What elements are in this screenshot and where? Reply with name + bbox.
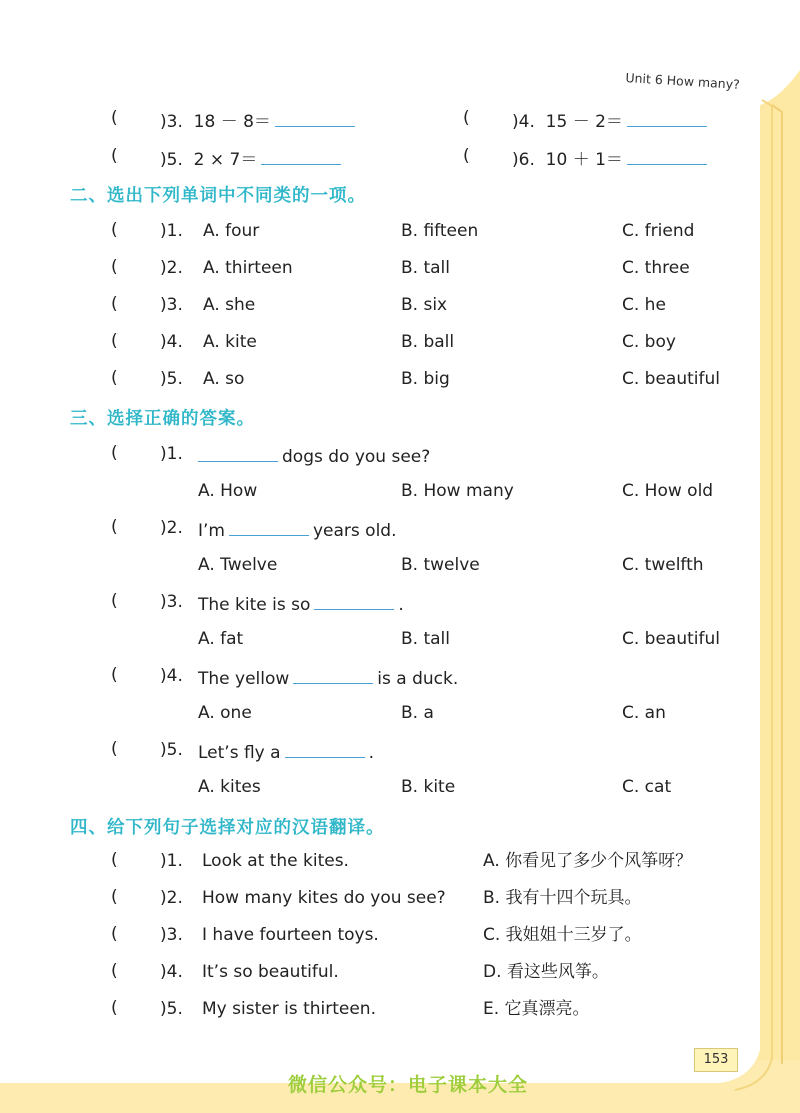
answer-paren: ( — [463, 108, 470, 128]
page-number: 153 — [694, 1048, 738, 1072]
english-sentence: It’s so beautiful. — [202, 962, 339, 982]
answer-paren[interactable]: ( — [111, 517, 118, 537]
question-number: )4. — [160, 332, 183, 352]
option-c: C. cat — [622, 777, 672, 797]
chinese-translation: C. 我姐姐十三岁了。 — [483, 925, 642, 945]
option-b: B. How many — [401, 481, 514, 501]
answer-paren[interactable]: ( — [111, 257, 118, 277]
answer-paren[interactable]: ( — [111, 961, 118, 981]
chinese-translation: B. 我有十四个玩具。 — [483, 888, 642, 908]
option-b: B. tall — [401, 629, 450, 649]
fill-blank[interactable] — [314, 591, 394, 610]
chinese-translation: D. 看这些风筝。 — [483, 962, 609, 982]
option-a: A. so — [203, 369, 245, 389]
answer-paren[interactable]: ( — [111, 739, 118, 759]
question-number: )2. — [160, 888, 183, 908]
question-number: )4. — [160, 962, 183, 982]
answer-paren[interactable]: ( — [111, 850, 118, 870]
question-number: )1. — [160, 851, 183, 871]
section-2-title: 二、选出下列单词中不同类的一项。 — [70, 186, 366, 206]
unit-label: Unit 6 — [625, 70, 664, 88]
question-text: The yellow is a duck. — [198, 665, 458, 690]
option-c: C. an — [622, 703, 666, 723]
section-4-title: 四、给下列句子选择对应的汉语翻译。 — [70, 818, 385, 838]
answer-paren[interactable]: ( — [111, 368, 118, 388]
option-c: C. three — [622, 258, 690, 278]
option-a: A. kites — [198, 777, 261, 797]
math-item: )3. 18 － 8＝ — [160, 108, 359, 133]
option-c: C. twelfth — [622, 555, 704, 575]
answer-blank[interactable] — [261, 146, 341, 165]
math-item: )6. 10 ＋ 1＝ — [512, 146, 711, 171]
question-number: )5. — [160, 740, 183, 760]
option-a: A. fat — [198, 629, 244, 649]
fill-blank[interactable] — [293, 665, 373, 684]
option-b: B. a — [401, 703, 434, 723]
option-b: B. kite — [401, 777, 456, 797]
answer-paren[interactable]: ( — [111, 998, 118, 1018]
answer-paren: ( — [111, 146, 118, 166]
answer-paren[interactable]: ( — [111, 220, 118, 240]
option-a: A. kite — [203, 332, 257, 352]
option-a: A. How — [198, 481, 258, 501]
answer-paren[interactable]: ( — [111, 665, 118, 685]
question-text: The kite is so . — [198, 591, 404, 616]
option-a: A. thirteen — [203, 258, 293, 278]
option-c: C. How old — [622, 481, 714, 501]
question-text: dogs do you see? — [198, 443, 430, 468]
option-c: C. he — [622, 295, 666, 315]
english-sentence: My sister is thirteen. — [202, 999, 376, 1019]
fill-blank[interactable] — [198, 443, 278, 462]
option-b: B. six — [401, 295, 448, 315]
question-number: )3. — [160, 295, 183, 315]
option-a: A. she — [203, 295, 256, 315]
option-b: B. fifteen — [401, 221, 479, 241]
chinese-translation: E. 它真漂亮。 — [483, 999, 590, 1019]
english-sentence: How many kites do you see? — [202, 888, 446, 908]
option-b: B. ball — [401, 332, 455, 352]
english-sentence: I have fourteen toys. — [202, 925, 379, 945]
answer-paren[interactable]: ( — [111, 443, 118, 463]
question-number: )1. — [160, 444, 183, 464]
fill-blank[interactable] — [285, 739, 365, 758]
option-c: C. beautiful — [622, 369, 720, 389]
option-c: C. boy — [622, 332, 676, 352]
fill-blank[interactable] — [229, 517, 309, 536]
question-number: )5. — [160, 369, 183, 389]
section-3-title: 三、选择正确的答案。 — [70, 409, 255, 429]
answer-paren[interactable]: ( — [111, 591, 118, 611]
question-text: I’m years old. — [198, 517, 397, 542]
math-item: )4. 15 － 2＝ — [512, 108, 711, 133]
question-text: Let’s fly a . — [198, 739, 374, 764]
answer-paren[interactable]: ( — [111, 924, 118, 944]
question-number: )3. — [160, 925, 183, 945]
answer-blank[interactable] — [627, 108, 707, 127]
option-a: A. four — [203, 221, 260, 241]
question-number: )5. — [160, 999, 183, 1019]
watermark: 微信公众号：电子课本大全 — [288, 1074, 529, 1096]
chinese-translation: A. 你看见了多少个风筝呀？ — [483, 851, 693, 871]
answer-paren[interactable]: ( — [111, 294, 118, 314]
question-number: )4. — [160, 666, 183, 686]
unit-title: How many? — [666, 72, 741, 92]
answer-blank[interactable] — [627, 146, 707, 165]
option-b: B. big — [401, 369, 450, 389]
english-sentence: Look at the kites. — [202, 851, 349, 871]
question-number: )1. — [160, 221, 183, 241]
question-number: )3. — [160, 592, 183, 612]
option-b: B. twelve — [401, 555, 480, 575]
answer-blank[interactable] — [275, 108, 355, 127]
option-a: A. Twelve — [198, 555, 278, 575]
answer-paren[interactable]: ( — [111, 887, 118, 907]
option-c: C. friend — [622, 221, 695, 241]
option-a: A. one — [198, 703, 252, 723]
option-b: B. tall — [401, 258, 450, 278]
answer-paren: ( — [111, 108, 118, 128]
answer-paren[interactable]: ( — [111, 331, 118, 351]
question-number: )2. — [160, 518, 183, 538]
question-number: )2. — [160, 258, 183, 278]
answer-paren: ( — [463, 146, 470, 166]
math-item: )5. 2 × 7＝ — [160, 146, 345, 171]
option-c: C. beautiful — [622, 629, 720, 649]
